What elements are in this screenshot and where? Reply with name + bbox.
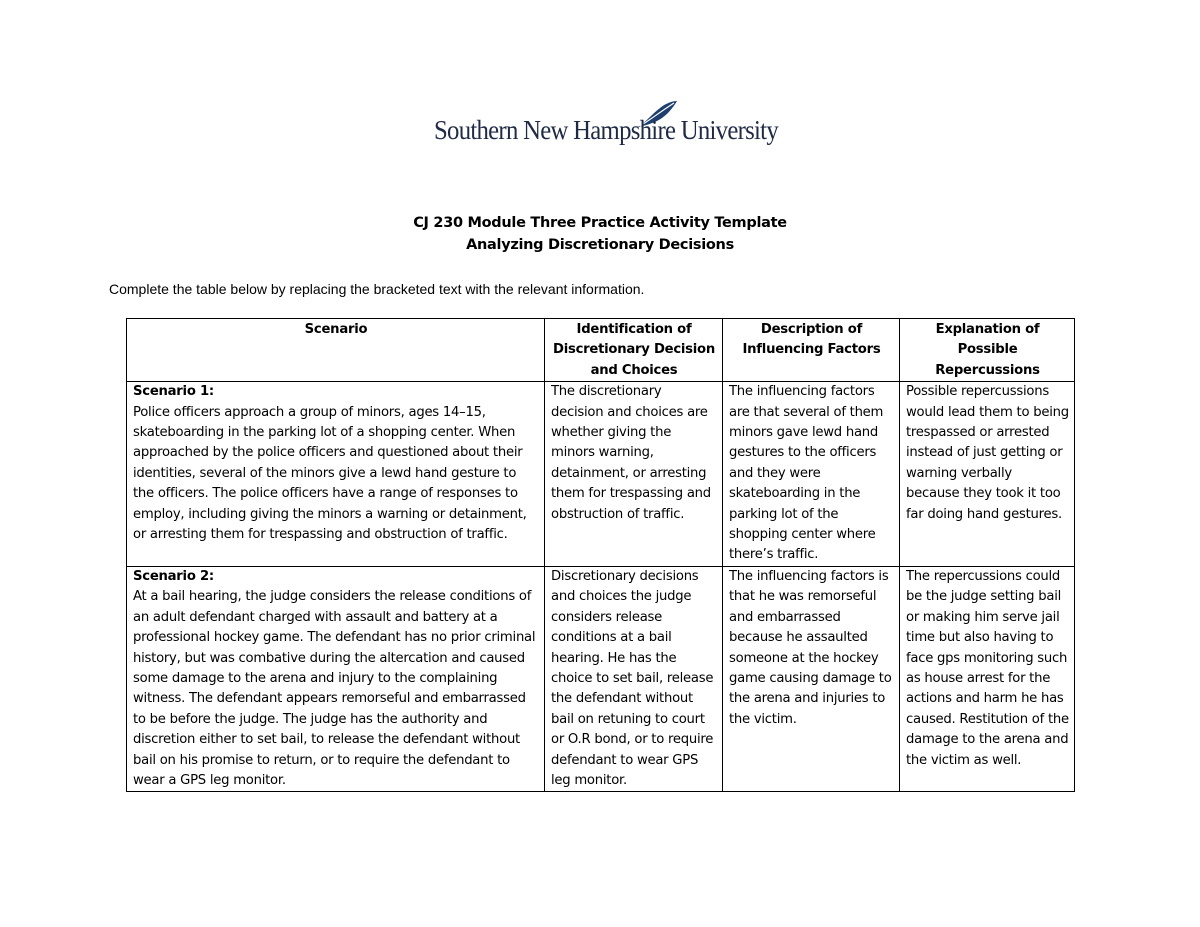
instructions-text: Complete the table below by replacing the bracketed text with the relevant information. (109, 281, 645, 297)
scenario-text: Police officers approach a group of minors, ages 14–15, skateboarding in the parking lot of a shopping center. When approached by the police officers and questioned about their identities, several of the minors give a lewd hand gesture to the officers. The police officers have a range of responses to employ, including giving the minors a warning or detainment, or arresting them for trespassing and obstruction of traffic. (133, 404, 527, 543)
table-row (127, 566, 1075, 791)
university-logo (434, 100, 778, 152)
analysis-table (126, 318, 1075, 792)
table-row (127, 382, 1075, 567)
scenario-cell (127, 566, 545, 791)
repercussions-cell: Possible repercussions would lead them to being trespassed or arrested instead of just getting or warning verbally because they took it too far doing hand gestures. (900, 382, 1075, 567)
document-title: CJ 230 Module Three Practice Activity Template (413, 215, 787, 231)
document-subtitle: Analyzing Discretionary Decisions (466, 237, 734, 253)
identification-cell: The discretionary decision and choices are whether giving the minors warning, detainment, or arresting them for trespassing and obstruction of traffic. (545, 382, 723, 567)
repercussions-cell: The repercussions could be the judge setting bail or making him serve jail time but also having to face gps monitoring such as house arrest for the actions and harm he has caused. Restitution of the damage to the arena and the victim as well. (900, 566, 1075, 791)
factors-cell: The influencing factors are that several of them minors gave lewd hand gestures to the officers and they were skateboarding in the parking lot of the shopping center where there’s traffic. (723, 382, 900, 567)
scenario-label: Scenario 2: (133, 568, 214, 584)
column-header-factors: Description of Influencing Factors (723, 319, 900, 382)
scenario-cell (127, 382, 545, 567)
scenario-text: At a bail hearing, the judge considers the release conditions of an adult defendant charged with assault and battery at a professional hockey game. The defendant has no prior criminal history, but was combative during the altercation and caused some damage to the arena and injury to the complaining witness. The defendant appears remorseful and embarrassed to be before the judge. The judge has the authority and discretion either to set bail, to release the defendant without bail on his promise to return, or to require the defendant to wear a GPS leg monitor. (133, 589, 536, 788)
table-header-row (127, 319, 1075, 382)
column-header-scenario: Scenario (127, 319, 545, 382)
logo-wordmark: Southern New Hampshire University (434, 114, 778, 145)
column-header-repercussions: Explanation of Possible Repercussions (900, 319, 1075, 382)
column-header-identification: Identification of Discretionary Decision and Choices (545, 319, 723, 382)
identification-cell: Discretionary decisions and choices the judge considers release conditions at a bail hearing. He has the choice to set bail, release the defendant without bail on retuning to court or O.R bond, or to require defendant to wear GPS leg monitor. (545, 566, 723, 791)
scenario-label: Scenario 1: (133, 384, 214, 400)
factors-cell: The influencing factors is that he was remorseful and embarrassed because he assaulted someone at the hockey game causing damage to the arena and injuries to the victim. (723, 566, 900, 791)
